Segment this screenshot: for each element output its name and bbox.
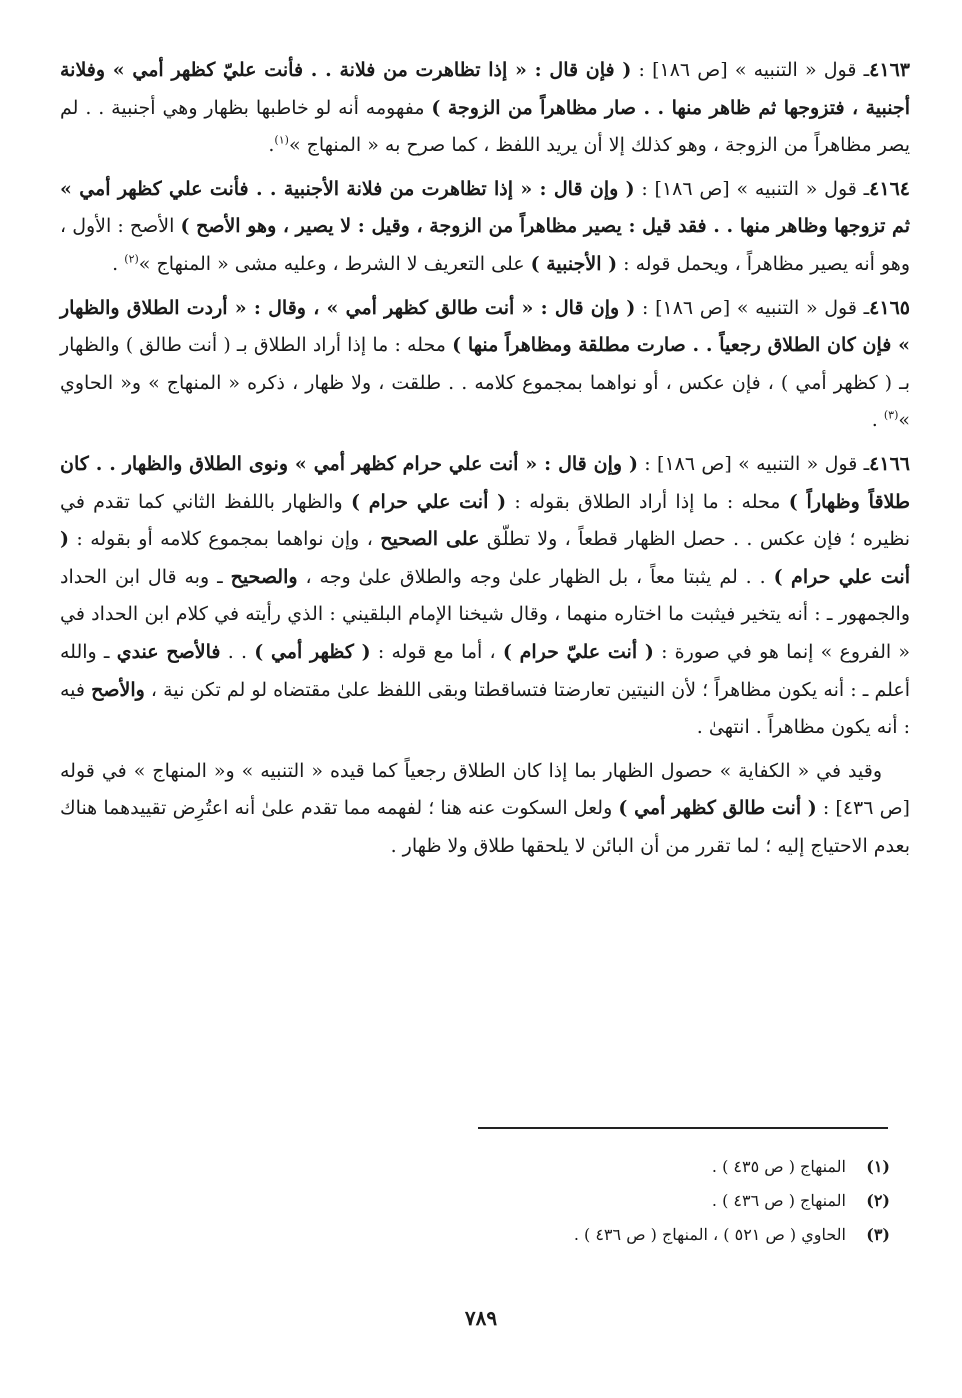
commentary-text: ولعل السكوت عنه هنا ؛ لفهمه مما تقدم علىٰ أنه اعتُرِض تقييدهما هناك بعدم الاحتياج إليه ؛ لما تقرر من أن البائن لا يلحقها طلاق ولا ظهار .: [60, 797, 910, 857]
quoted-text: على الصحيح: [380, 528, 480, 551]
paragraph-4166: [60, 446, 910, 747]
commentary-text: ـ والله أعلم ـ : أنه يكون مظاهراً ؛ لأن النيتين تعارضتا فتساقطتا وبقى اللفظ علىٰ مقتضاه لو لم تكن نية ،: [60, 640, 911, 701]
entry-number: ٤١٦٦: [869, 452, 910, 475]
footnote-divider: [478, 1127, 888, 1129]
footnote-ref: (٣): [883, 409, 899, 423]
commentary-text: الأصح : الأول ، وهو أنه يصير مظاهراً ، ويحمل قوله :: [60, 215, 910, 275]
commentary-text: ـ وبه قال ابن الحداد والجمهور ـ : أنه يتخير فيثبت ما اختاره منهما ، وقال شيخنا الإمام البلقيني : الذي رأيته في كلام ابن الحداد في « الفروع » إنما هو في صورة :: [60, 565, 910, 663]
commentary-text: على التعريف لا الشرط ، وعليه مشى « المنهاج »: [138, 252, 531, 275]
quoted-text: ( كظهر أمي ): [254, 640, 371, 663]
page-body: [60, 52, 910, 871]
footnote-number: (١): [866, 1157, 890, 1176]
paragraph-4163: [60, 52, 910, 165]
commentary-text: مفهومه أنه لو خاطبها بظهار وهي أجنبية . . لم يصر مظاهراً من الزوجة ، وهو كذلك إلا أن يريد اللفظ ، كما صرح به « المنهاج »: [60, 96, 910, 157]
quoted-text: والصحيح: [230, 565, 298, 588]
entry-number: ٤١٦٤: [869, 177, 910, 200]
commentary-text: محله : ما إذا أراد الطلاق بقوله :: [506, 490, 789, 513]
footnote-text: المنهاج ( ص ٤٣٦ ) .: [711, 1191, 846, 1210]
commentary-text: ـ قول « التنبيه » [ص ١٨٦] :: [635, 296, 870, 319]
quoted-text: ( أنت علي حرام ): [350, 490, 507, 513]
quoted-text: ( فإن قال : « إذا تظاهرت من فلانة . . فأنت عليّ كظهر أمي » وفلانة أجنبية ، فتزوجها ثم ظاهر منها . . صار مظاهراً من الزوجة ): [60, 59, 910, 119]
quoted-text: فالأصح عندي: [116, 640, 221, 663]
entry-number: ٤١٦٥: [869, 296, 910, 319]
page-number: ٧٨٩: [464, 1306, 498, 1330]
footnotes: [478, 1150, 890, 1252]
commentary-text: ـ قول « التنبيه » [ص ١٨٦] :: [631, 59, 870, 81]
commentary-text: ـ قول « التنبيه » [ص ١٨٦] :: [637, 452, 870, 475]
quoted-text: ( أنت عليّ حرام ): [502, 640, 654, 663]
quoted-text: ( الأجنبية ): [530, 252, 618, 275]
commentary-text: محله : ما إذا أراد الطلاق بـ ( أنت طالق ) والظهار بـ ( كظهر أمي ) ، فإن عكس ، أو نواهما بمجموع كلامه . . طلقت ، ولا ظهار ، ذكره « المنهاج » و« الحاوي »: [60, 334, 910, 432]
footnote-3: [478, 1218, 890, 1252]
footnote-ref: (٢): [124, 252, 139, 266]
commentary-text: فيه : أنه يكون مظاهراً . انتهىٰ .: [60, 678, 910, 739]
commentary-text: ، أما مع قوله :: [370, 640, 503, 663]
paragraph-4165: [60, 290, 910, 440]
commentary-text: ، وإن نواهما بمجموع كلامه أو بقوله :: [69, 528, 381, 551]
quoted-text: ( وإن قال : « إذا تظاهرت من فلانة الأجنبية . . فأنت علي كظهر أمي » ثم تزوجها وظاهر منها . . فقد قيل : يصير مظاهراً من الزوجة ، وقيل : لا يصير ، وهو الأصح ): [60, 177, 910, 238]
footnote-number: (٣): [866, 1225, 890, 1244]
footnote-2: [478, 1184, 890, 1218]
quoted-text: والأصح: [91, 678, 145, 701]
footnote-ref: (١): [274, 133, 289, 147]
paragraph-closing: [60, 753, 910, 866]
quoted-text: ( أنت علي حرام ): [60, 528, 910, 588]
commentary-text: وقيد في « الكفاية » حصول الظهار بما إذا كان الطلاق رجعياً كما قيده « التنبيه » و« المنهاج » في قوله [ص ٤٣٦] :: [60, 759, 910, 820]
footnote-text: المنهاج ( ص ٤٣٥ ) .: [711, 1157, 846, 1176]
commentary-text: . .: [220, 640, 255, 663]
commentary-text: والظهار باللفظ الثاني كما تقدم في نظيره ؛ فإن عكس . . حصل الظهار قطعاً ، ولا تطلّق: [60, 490, 911, 551]
footnote-number: (٢): [866, 1191, 890, 1210]
quoted-text: ( وإن قال : « أنت علي حرام كظهر أمي » ونوى الطلاق والظهار . . كان طلاقاً وظهاراً ): [60, 452, 910, 513]
quoted-text: ( أنت طالق كظهر أمي ): [618, 797, 817, 820]
quoted-text: ( وإن قال : « أنت طالق كظهر أمي » ، وقال : « أردت الطلاق والظهار » فإن كان الطلاق رجعياً . . صارت مطلقة ومظاهراً منها ): [60, 296, 910, 357]
footnote-1: [478, 1150, 890, 1184]
commentary-text: .: [112, 252, 125, 275]
commentary-text: ـ قول « التنبيه » [ص ١٨٦] :: [634, 177, 870, 200]
commentary-text: .: [268, 134, 275, 157]
entry-number: ٤١٦٣: [869, 59, 910, 81]
paragraph-4164: [60, 171, 910, 284]
commentary-text: . . لم يثبتا معاً ، بل الظهار علىٰ وجه والطلاق علىٰ وجه ،: [297, 565, 774, 588]
footnote-text: الحاوي ( ص ٥٢١ ) ، المنهاج ( ص ٤٣٦ ) .: [573, 1225, 846, 1244]
commentary-text: .: [871, 409, 884, 432]
